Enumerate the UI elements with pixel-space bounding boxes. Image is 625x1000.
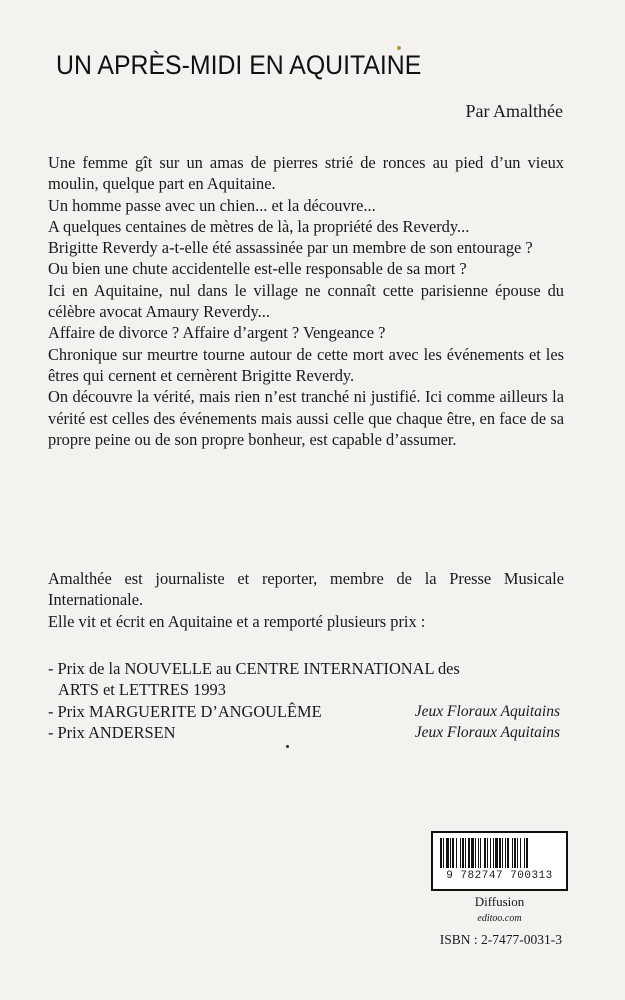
prize-name: ARTS et LETTRES 1993 — [58, 680, 226, 700]
synopsis — [48, 152, 564, 450]
print-speck — [286, 745, 289, 748]
barcode — [431, 831, 568, 891]
synopsis-paragraph: Affaire de divorce ? Affaire d’argent ? Vengeance ? — [48, 323, 386, 343]
prize-item — [48, 722, 564, 743]
print-speck — [397, 46, 401, 50]
synopsis-paragraph: Ou bien une chute accidentelle est-elle responsable de sa mort ? — [48, 259, 467, 279]
publisher-site: editoo.com — [477, 913, 522, 924]
bio-paragraph: Elle vit et écrit en Aquitaine et a remporté plusieurs prix : — [48, 611, 426, 631]
synopsis-paragraph: A quelques centaines de mètres de là, la propriété des Reverdy... — [48, 216, 470, 236]
prize-name: - Prix MARGUERITE D’ANGOULÊME — [48, 701, 322, 721]
synopsis-paragraph: Ici en Aquitaine, nul dans le village ne connaît cette parisienne épouse du célèbre avocat Amaury Reverdy... — [48, 280, 564, 322]
synopsis-paragraph: Brigitte Reverdy a-t-elle été assassinée par un membre de son entourage ? — [48, 238, 533, 258]
prize-item — [48, 701, 564, 722]
book-title: UN APRÈS-MIDI EN AQUITAINE — [56, 50, 422, 80]
synopsis-paragraph: Une femme gît sur un amas de pierres strié de ronces au pied d’un vieux moulin, quelque part en Aquitaine. — [48, 153, 564, 194]
synopsis-paragraph: Chronique sur meurtre tourne autour de cette mort avec les événements et les êtres qui cernent et cernèrent Brigitte Reverdy. — [48, 344, 564, 385]
prize-list — [48, 658, 564, 743]
diffusion-label: Diffusion — [474, 894, 525, 909]
synopsis-paragraph: On découvre la vérité, mais rien n’est tranché ni justifié. Ici comme ailleurs la vérité est celles des événements mais aussi celle que chaque être, en face de sa propre peine ou de son propre bonheur, est capable d’assumer. — [48, 387, 564, 449]
bio-paragraph: Amalthée est journaliste et reporter, membre de la Presse Musicale Internationale. — [48, 569, 564, 610]
synopsis-paragraph: Un homme passe avec un chien... et la découvre... — [48, 195, 376, 215]
author-byline: Par Amalthée — [465, 101, 563, 121]
isbn: ISBN : 2-7477-0031-3 — [439, 932, 562, 947]
prize-item — [48, 658, 564, 679]
prize-item-continued — [48, 679, 564, 700]
author-bio — [48, 568, 564, 632]
prize-organization: Jeux Floraux Aquitains — [414, 702, 560, 720]
barcode-bars — [438, 838, 561, 870]
prize-organization: Jeux Floraux Aquitains — [414, 723, 560, 741]
prize-name: - Prix ANDERSEN — [48, 722, 176, 742]
prize-name: - Prix de la NOUVELLE au CENTRE INTERNATIONAL des — [48, 659, 460, 678]
barcode-number: 9 782747 700313 — [446, 870, 553, 882]
